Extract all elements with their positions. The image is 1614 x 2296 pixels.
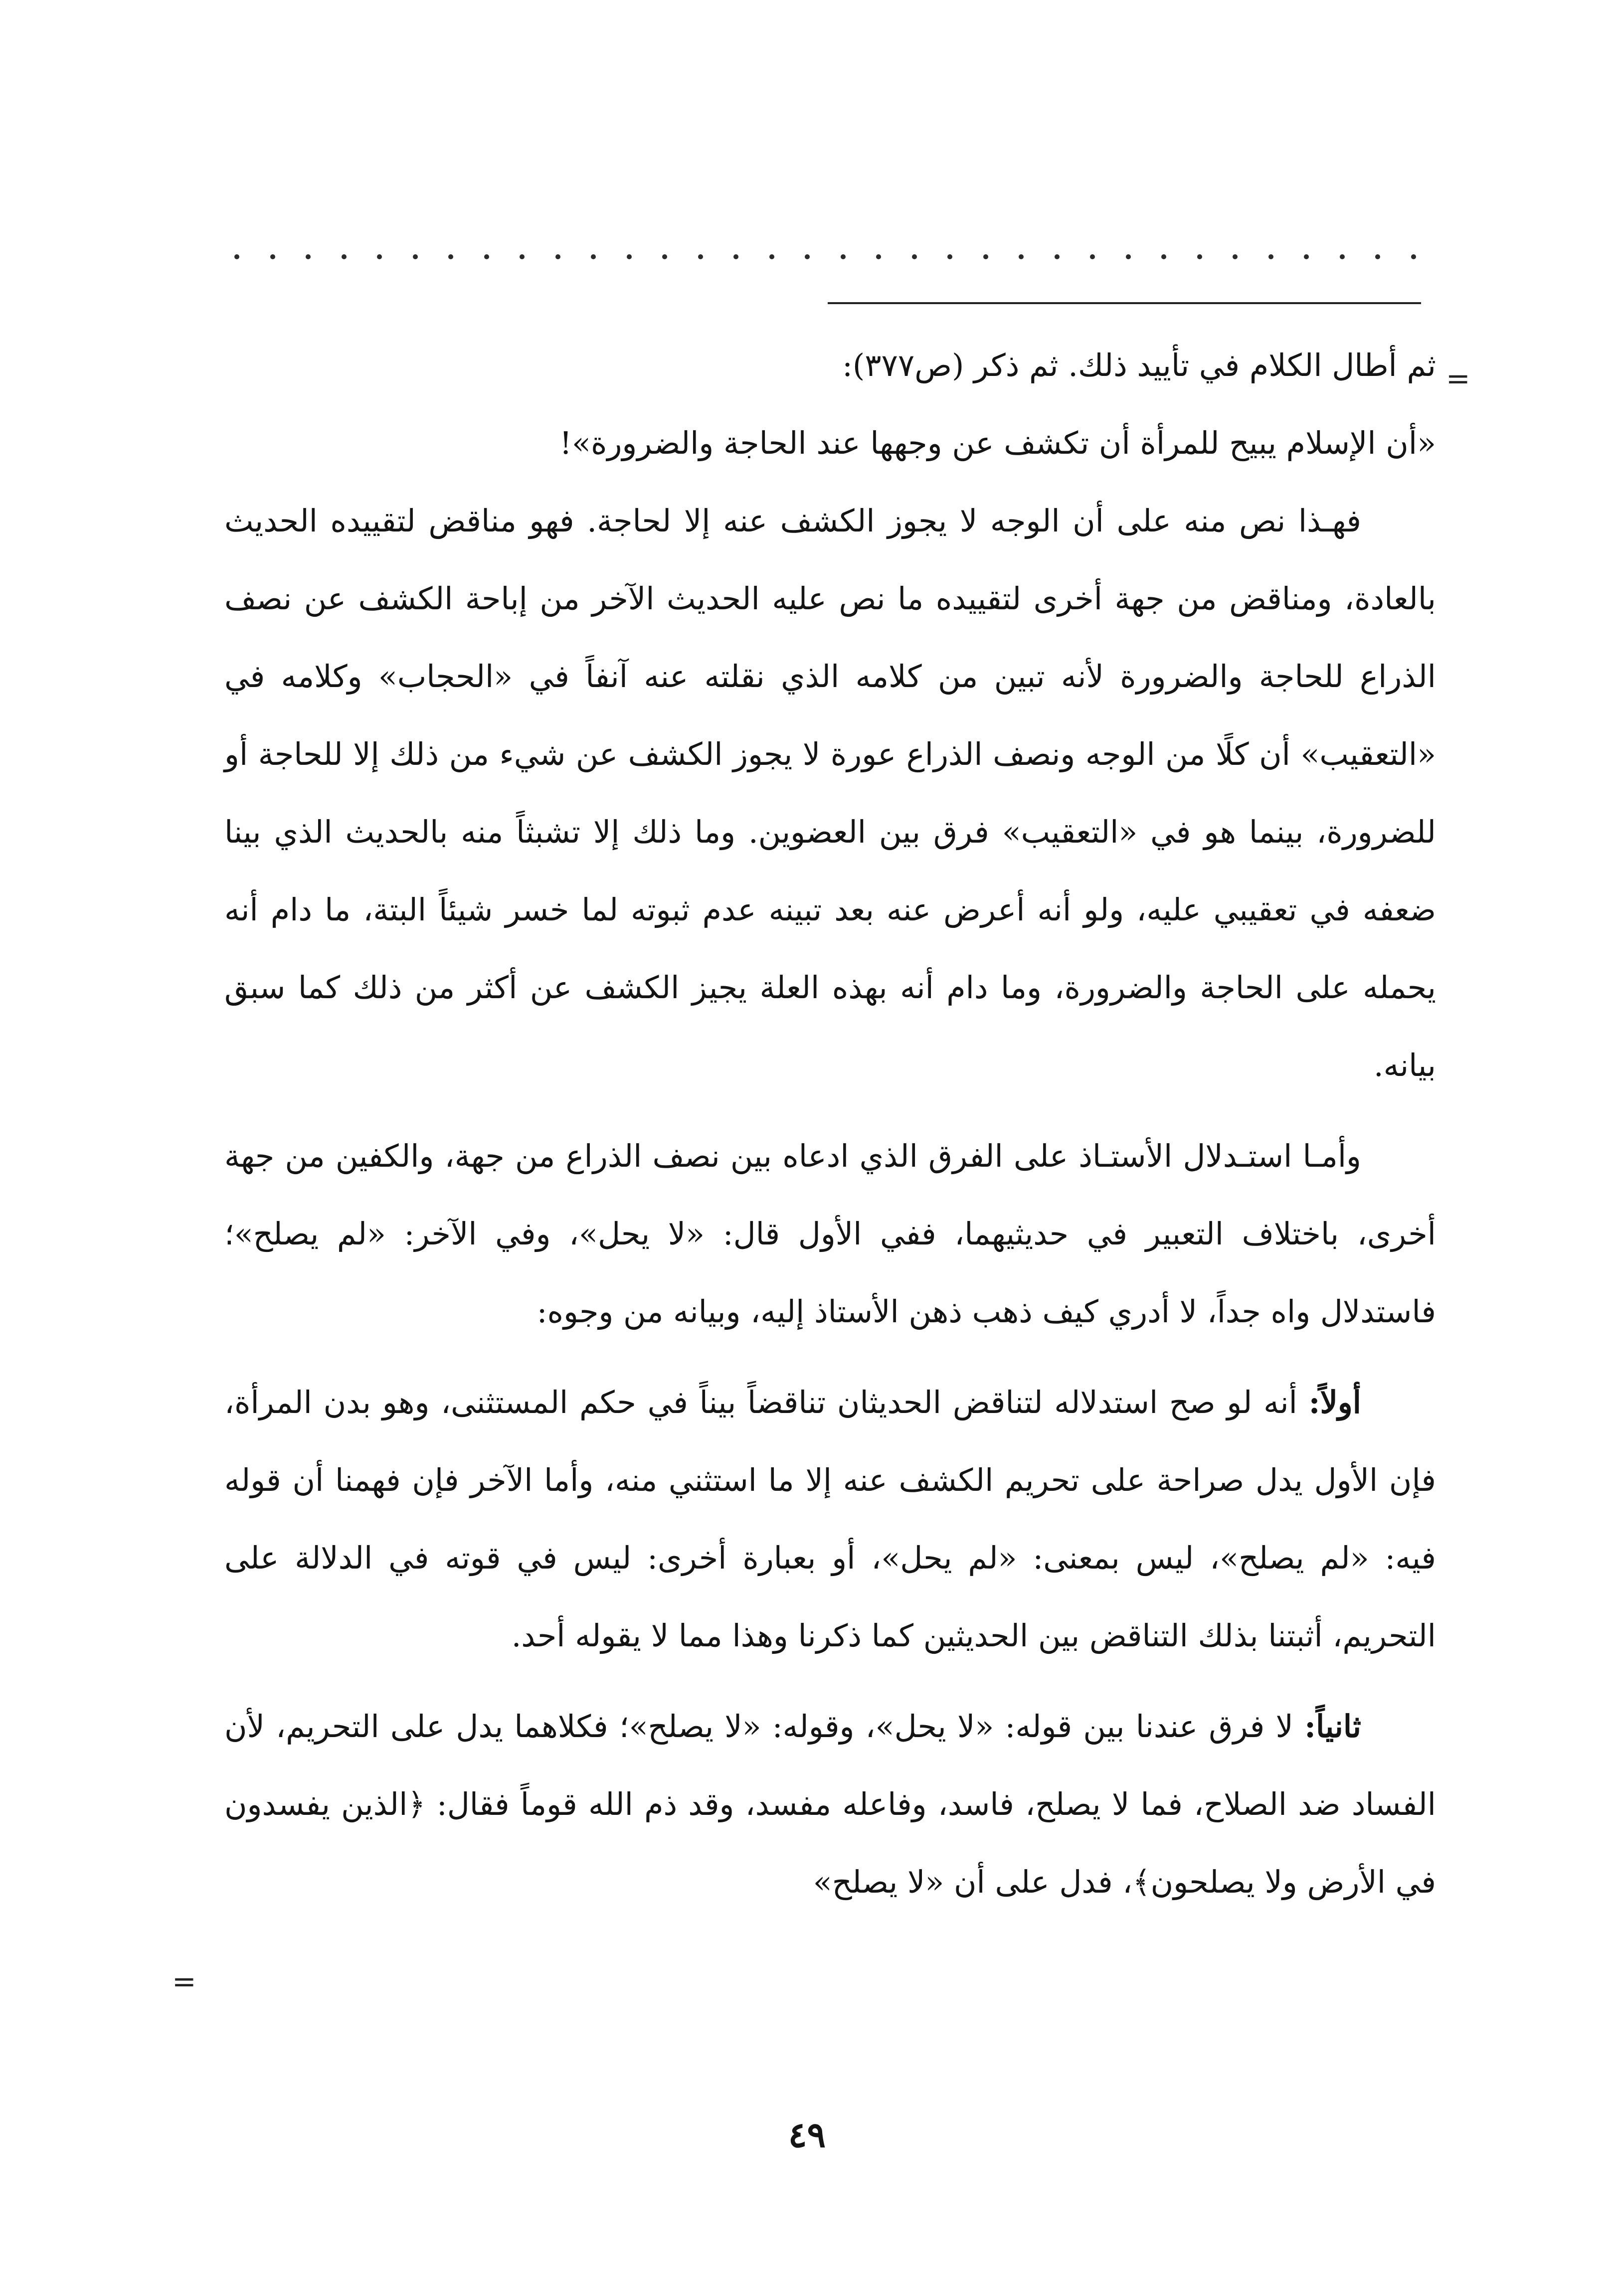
- rule-dot: [306, 254, 311, 259]
- rule-dot: [983, 254, 988, 259]
- rule-dot: [484, 254, 489, 259]
- rule-dot: [1340, 254, 1345, 259]
- rule-dot: [1411, 254, 1416, 259]
- rule-dot: [1019, 254, 1024, 259]
- rule-dot: [234, 254, 239, 259]
- rule-dot: [591, 254, 596, 259]
- rule-dot: [448, 254, 453, 259]
- paragraph: [224, 1688, 1436, 1921]
- rule-dot: [413, 254, 418, 259]
- rule-dot: [1268, 254, 1273, 259]
- quote-paragraph: «أن الإسلام يبيح للمرأة أن تكشف عن وجهها عند الحاجة والضرورة»!: [559, 425, 1436, 461]
- rule-dot: [1197, 254, 1202, 259]
- point-label: أولاً:: [1308, 1384, 1361, 1420]
- rule-dot: [805, 254, 810, 259]
- rule-dot: [1055, 254, 1060, 259]
- rule-dot: [342, 254, 347, 259]
- continuation-mark-top: =: [1446, 361, 1470, 395]
- rule-dot: [270, 254, 275, 259]
- rule-dot: [555, 254, 560, 259]
- rule-dot: [1233, 254, 1238, 259]
- rule-dot: [733, 254, 738, 259]
- rule-dot: [662, 254, 667, 259]
- rule-dot: [1161, 254, 1166, 259]
- paragraph: ثم أطال الكلام في تأييد ذلك. ثم ذكر (ص٣٧٧):: [842, 347, 1436, 383]
- continuation-mark-bottom: =: [172, 1964, 196, 1998]
- rule-dot: [377, 254, 382, 259]
- header-dotted-rule: [234, 249, 1416, 264]
- rule-dot: [698, 254, 703, 259]
- rule-dot: [876, 254, 881, 259]
- paragraph-body: أنه لو صح استدلاله لتناقض الحديثان تناقضاً بيناً في حكم المستثنى، وهو بدن المرأة، فإن الأول يدل صراحة على تحريم الكشف عنه إلا ما استثني منه، وأما الآخر فإن فهمنا أن قوله فيه: «لم يصلح»، ليس بمعنى: «لم يحل»، أو بعبارة أخرى: ليس في قوته في الدلالة على التحريم، أثبتنا بذلك التناقض بين الحديثين كما ذكرنا وهذا مما لا يقوله أحد.: [224, 1384, 1436, 1654]
- paragraph: وأمـا استـدلال الأستـاذ على الفرق الذي ادعاه بين نصف الذراع من جهة، والكفين من جهة أخرى، باختلاف التعبير في حديثيهما، ففي الأول قال: «لا يحل»، وفي الآخر: «لم يصلح»؛ فاستدلال واه جداً، لا أدري كيف ذهب ذهن الأستاذ إليه، وبيانه من وجوه:: [224, 1138, 1436, 1330]
- rule-dot: [841, 254, 846, 259]
- rule-dot: [1126, 254, 1131, 259]
- point-label: ثانياً:: [1304, 1708, 1361, 1745]
- rule-dot: [912, 254, 917, 259]
- rule-dot: [520, 254, 525, 259]
- rule-dot: [769, 254, 774, 259]
- paragraph: فهـذا نص منه على أن الوجه لا يجوز الكشف عنه إلا لحاجة. فهو مناقض لتقييده الحديث بالعادة، ومناقض من جهة أخرى لتقييده ما نص عليه الحديث الآخر من إباحة الكشف عن نصف الذراع للحاجة والضرورة لأنه تبين من كلامه الذي نقلته عنه آنفاً في «الحجاب» وكلامه في «التعقيب» أن كلًا من الوجه ونصف الذراع عورة لا يجوز الكشف عن شيء من ذلك إلا للحاجة أو للضرورة، بينما هو في «التعقيب» فرق بين العضوين. وما ذلك إلا تشبثاً منه بالحديث الذي بينا ضعفه في تعقيبي عليه، ولو أنه أعرض عنه بعد تبينه عدم ثبوته لما خسر شيئاً البتة، ما دام أنه يحمله على الحاجة والضرورة، وما دام أنه بهذه العلة يجيز الكشف عن أكثر من ذلك كما سبق بيانه.: [224, 503, 1436, 1083]
- rule-dot: [1375, 254, 1380, 259]
- rule-dot: [627, 254, 632, 259]
- paragraph: [224, 1364, 1436, 1675]
- rule-dot: [947, 254, 952, 259]
- rule-dot: [1304, 254, 1309, 259]
- rule-dot: [1090, 254, 1095, 259]
- footnote-separator-line: [828, 302, 1421, 304]
- page-number: ٤٩: [788, 2114, 826, 2155]
- paragraph-body: لا فرق عندنا بين قوله: «لا يحل»، وقوله: «لا يصلح»؛ فكلاهما يدل على التحريم، لأن الفساد ضد الصلاح، فما لا يصلح، فاسد، وفاعله مفسد، وقد ذم الله قوماً فقال: ﴿الذين يفسدون في الأرض ولا يصلحون﴾، فدل على أن «لا يصلح»: [224, 1708, 1436, 1900]
- footnote-text-block: [224, 327, 1436, 1921]
